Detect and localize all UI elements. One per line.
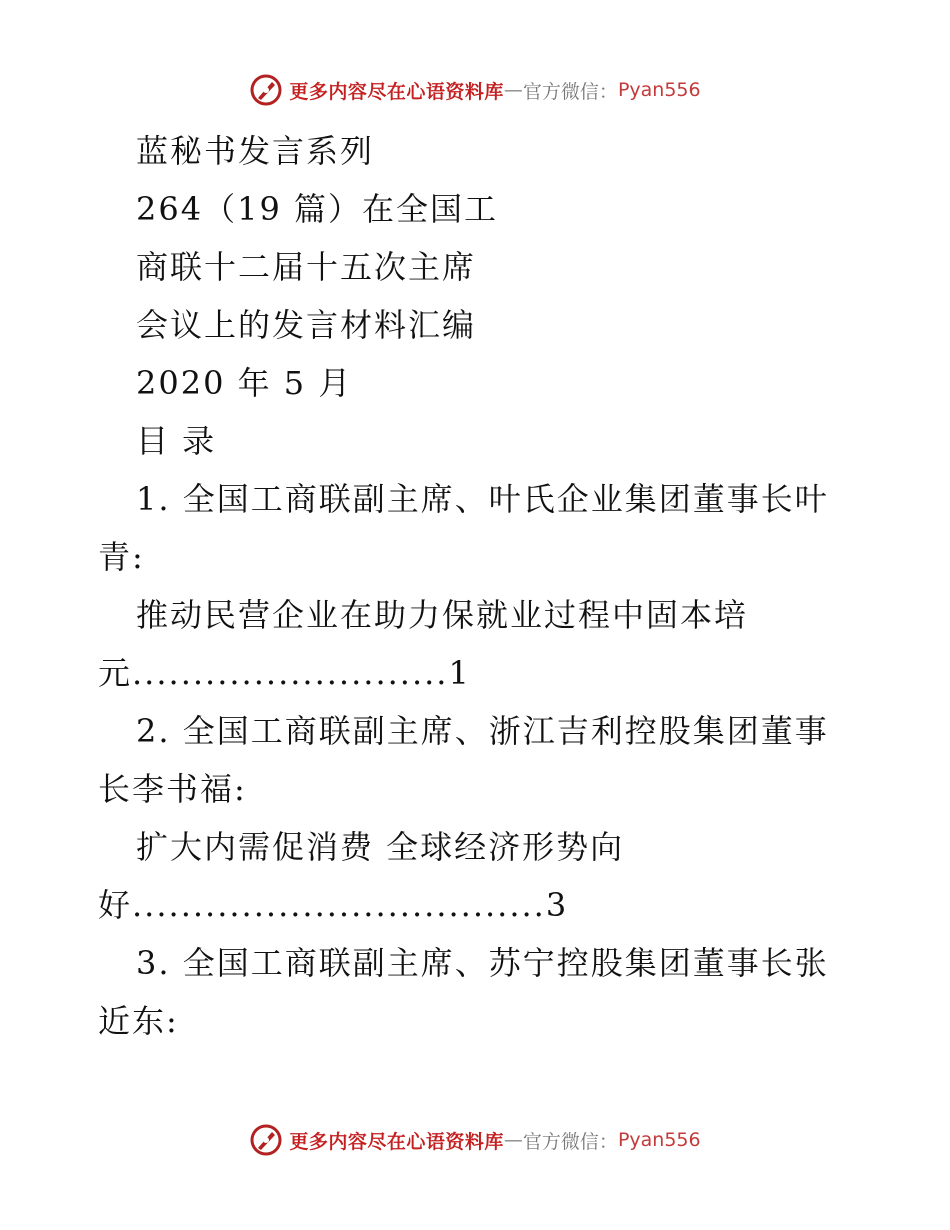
toc-entry-title: 推动民营企业在助力保就业过程中固本培 <box>136 596 749 634</box>
pen-logo-icon <box>249 73 283 107</box>
toc-entry-title-leader: 元..........................1 <box>98 654 471 692</box>
toc-entry-author-cont: 青: <box>98 538 145 576</box>
banner-gray-text: 官方微信： <box>522 1130 618 1153</box>
banner-dash: — <box>503 79 523 101</box>
toc-entry-author-cont: 长李书福: <box>98 770 247 808</box>
toc-entry-author: 3. 全国工商联副主席、苏宁控股集团董事长张 <box>136 944 829 982</box>
toc-entry-author: 2. 全国工商联副主席、浙江吉利控股集团董事 <box>136 712 829 750</box>
banner-wechat-id: Pyan556 <box>617 1129 701 1151</box>
title-line: 蓝秘书发言系列 <box>136 132 375 170</box>
banner-wechat-id: Pyan556 <box>617 79 701 101</box>
toc-entry-author-cont: 近东: <box>98 1002 179 1040</box>
banner-red-text: 更多内容尽在心语资料库 <box>289 1130 504 1153</box>
banner-gray-text: 官方微信： <box>522 80 618 103</box>
date-line: 2020 年 5 月 <box>136 364 353 402</box>
pen-logo-icon <box>249 1123 283 1157</box>
title-line: 商联十二届十五次主席 <box>136 248 477 286</box>
banner-red-text: 更多内容尽在心语资料库 <box>289 80 504 103</box>
title-line: 264（19 篇）在全国工 <box>136 190 498 228</box>
toc-heading: 目 录 <box>136 422 217 460</box>
document-body <box>98 122 843 1050</box>
footer-banner <box>0 1120 950 1160</box>
toc-entry-title: 扩大内需促消费 全球经济形势向 <box>136 828 625 866</box>
header-banner <box>0 70 950 110</box>
toc-entry-author: 1. 全国工商联副主席、叶氏企业集团董事长叶 <box>136 480 829 518</box>
toc-entry-title-leader: 好..................................3 <box>98 886 569 924</box>
title-line: 会议上的发言材料汇编 <box>136 306 477 344</box>
banner-dash: — <box>503 1129 523 1151</box>
